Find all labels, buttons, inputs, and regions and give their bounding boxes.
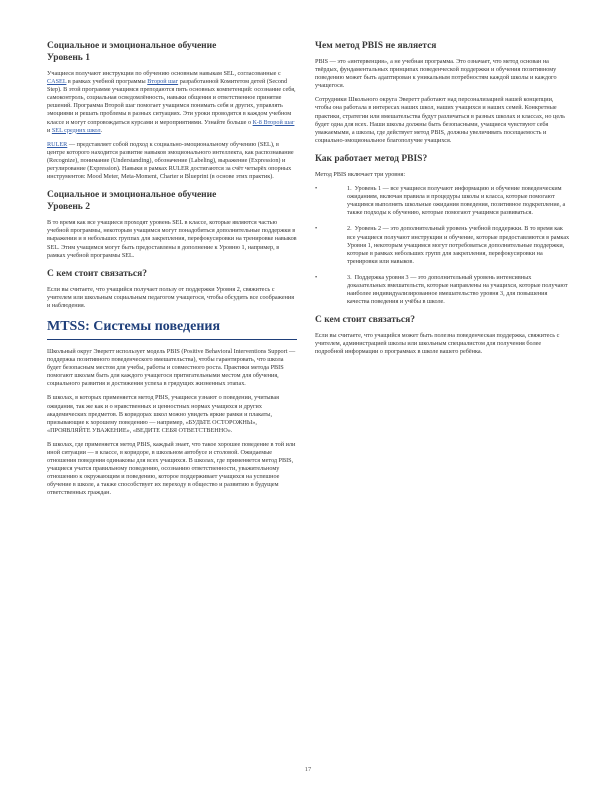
what-pbis-is-not-heading: Чем метод PBIS не является	[315, 41, 437, 51]
sel-tier1-heading	[47, 40, 297, 64]
mtss-paragraph-3: В школах, где применяется метод PBIS, каждый знает, что такое хорошее поведение в той или иной ситуации — в классе, в коридоре, в школьном автобусе и столовой. Ожидаемые отношения поведения одинаковы для всех учащихся. В школах, где применяется метод PBIS, учащиеся учатся правильному поведению, осознанию ответственности, уважительному отношению к окружающим и поведению, которое поддерживает учащихся на успешное обучение в школе, а также способствует их переходу в общество и развитию в будущем ответственных граждан.	[47, 440, 296, 497]
text-run: разработанной Комитетом детей (Second Step). В этой программе учащимся преподаются пять основных компетенций: осознание себя, самоконтроль, социальная осведомлённость, навыки общения и ответственное принятие решений. Программа Второй шаг помогает учащимся понимать себя и других, управлять эмоциями и решать проблемы в разных ситуациях. Эти уроки проводятся в каждом учебном классе и могут сопровождаться курсами и мероприятиями. Узнайте больше о	[47, 78, 296, 126]
contact-heading-right: С кем стоит связаться?	[315, 315, 416, 326]
what-pbis-paragraph-2: Сотрудники Школьного округа Эверетт работают над персонализацией нашей концепции, чтобы она работала в интересах наших школ, наших учащихся и наших семей. Конкретные практики, стратегии или вмешательства будут различаться в разных школах и классах, но цель будет одна для всех. Наши школы должны быть безопасными, учащиеся чувствуют себя уважаемыми, а школы, где действует метод PBIS, должны увеличивать посещаемость и социально-эмоциональное благополучие учащихся.	[315, 96, 565, 144]
what-pbis-paragraph-1: PBIS — это «интервенция», а не учебная программа. Это означает, что метод основан на твёрдых, фундаментальных принципах поведенческой поддержки и обучения позитивному поведению может быть адаптирован к уникальным потребностям каждой школы и каждого учащегося.	[315, 58, 557, 90]
sel-tier1-paragraph-1	[47, 70, 297, 135]
contact-section-left	[47, 268, 297, 310]
list-number: 1.	[347, 185, 352, 193]
middle-school-sel-link[interactable]: SEL средних школ	[51, 126, 101, 134]
list-text: Уровень 1 — все учащиеся получают информацию и обучение поведенческим ожиданиям, включая правила и процедуры школы и класса, которые помогают учащимся выполнять школьные ожидания поведения, позитивное подкрепление, а также подходы к обучению, которые помогают учащимся развиваться.	[347, 185, 566, 217]
text-run: Учащиеся получают инструкции по обучению основным навыкам SEL, согласованные с	[47, 70, 281, 77]
sel-tier2-paragraph: В то время как все учащиеся проходят уровень SEL в классе, которые являются частью учебной программы, некоторым учащимся могут понадобиться дополнительные поддержки в выражении и в небольших группах для закрепления, перефокусировки на тренировке навыков SEL. Этим учащимся могут быть предоставлены в дополнение к Уровню 1, например, в рамках учебной программы SEL.	[47, 219, 297, 259]
heading-line: Уровень 2	[47, 202, 90, 213]
how-pbis-works-heading: Как работает метод PBIS?	[315, 153, 428, 164]
left-column	[47, 40, 297, 504]
sel-tier2-section	[47, 189, 297, 259]
how-pbis-works-section	[315, 153, 570, 306]
list-text: Поддержка уровня 3 — это дополнительный уровень интенсивных доказательных вмешательств, которые направлены на учащихся, которые получают наиболее индивидуализированное вмешательство уровня 3, для повышения качества поведения и учёбы в школе.	[347, 273, 568, 306]
contact-heading-left: С кем стоит связаться?	[47, 268, 148, 279]
what-pbis-is-not-section	[315, 40, 570, 145]
list-number: 3.	[347, 273, 352, 281]
heading-line: Уровень 1	[47, 53, 90, 63]
contact-paragraph-right: Если вы считаете, что учащийся может быть полезна поведенческая поддержка, свяжитесь с учителем, администрацией школы или школьным специалистом для получения более подробной информации о программах в школе вашего ребёнка.	[315, 332, 560, 356]
second-step-link[interactable]: Второй шаг	[147, 78, 179, 86]
contact-paragraph-left: Если вы считаете, что учащийся получает пользу от поддержки Уровня 2, свяжитесь с учителем или школьным социальным педагогом учащегося, чтобы обсудить все соображения и наблюдения.	[47, 285, 295, 309]
sel-tier1-section	[47, 40, 297, 181]
mtss-heading: MTSS: Системы поведения	[47, 318, 297, 340]
list-number: 2.	[347, 225, 352, 233]
list-item	[315, 274, 570, 306]
how-pbis-intro: Метод PBIS включает три уровня:	[315, 170, 406, 178]
mtss-paragraph-1: Школьный округ Эверетт использует модель PBIS (Positive Behavioral Interventions Support — поддержка позитивного поведенческого вмешательства), чтобы гарантировать, что школа будет безопасным местом для учебы, работы и совместного роста. Практики метода PBIS помогают школам быть для каждого учащегося притягательными местом для обучения, социального развития и достижения успеха в грядущих жизненных этапах.	[47, 347, 296, 388]
bullet-icon: •	[315, 185, 318, 193]
text-run: и	[47, 126, 52, 134]
list-text: Уровень 2 — это дополнительный уровень учебной поддержки. В то время как все учащиеся получают инструкции и обучение, которые предоставляются в рамках Уровня 1, некоторым учащимся могут потребоваться дополнительные поддержки, которые в рамках небольших групп для закрепления, перефокусировки на тренировки или навыков.	[347, 225, 570, 265]
contact-section-right	[315, 314, 570, 356]
page-number: 17	[304, 766, 312, 773]
bullet-icon: •	[315, 273, 318, 281]
ruler-link[interactable]: RULER	[47, 140, 68, 148]
right-column	[315, 40, 570, 365]
casel-link[interactable]: CASEL	[47, 78, 67, 86]
heading-line: Социальное и эмоциональное обучение	[47, 41, 217, 51]
text-run: — представляет собой подход к социально-эмоциональному обучению (SEL), в центре которого находится развитие навыков эмоционального интеллекта, как распознавание (Recognize), понимание (Understanding), обозначение (Labeling), выражение (Expression) и регулирование (Expression). Навыки в рамках RULER достигаются за счёт четырёх опорных инструментов: Mood Meter, Meta-Moment, Charter и Blueprint (в основе этих практик).	[47, 140, 294, 181]
list-item	[315, 225, 570, 265]
text-run: в рамках учебной программы	[66, 78, 148, 86]
list-item	[315, 185, 570, 217]
heading-line: Социальное и эмоциональное обучение	[47, 190, 217, 201]
k8-second-step-link[interactable]: К-8 Второй шаг	[252, 118, 295, 126]
sel-tier2-heading	[47, 189, 297, 213]
text-run: .	[100, 126, 103, 134]
mtss-paragraph-2: В школах, в которых применяется метод PBIS, учащиеся узнают о поведении, учитывая ожидания, так же как и о нравственных и ценностных нормах учащихся и других академических предметов. В коридорах школ можно увидеть яркие рамки и плакаты, призывающие к хорошему поведению — например, «БУДЬТЕ ОСТОРОЖНЫ», «ПРОЯВЛЯЙТЕ УВАЖЕНИЕ», «ВЕДИТЕ СЕБЯ ОТВЕТСТВЕННО».	[47, 394, 279, 434]
pbis-levels-list	[315, 185, 570, 306]
sel-tier1-paragraph-2	[47, 141, 297, 181]
bullet-icon: •	[315, 225, 318, 233]
